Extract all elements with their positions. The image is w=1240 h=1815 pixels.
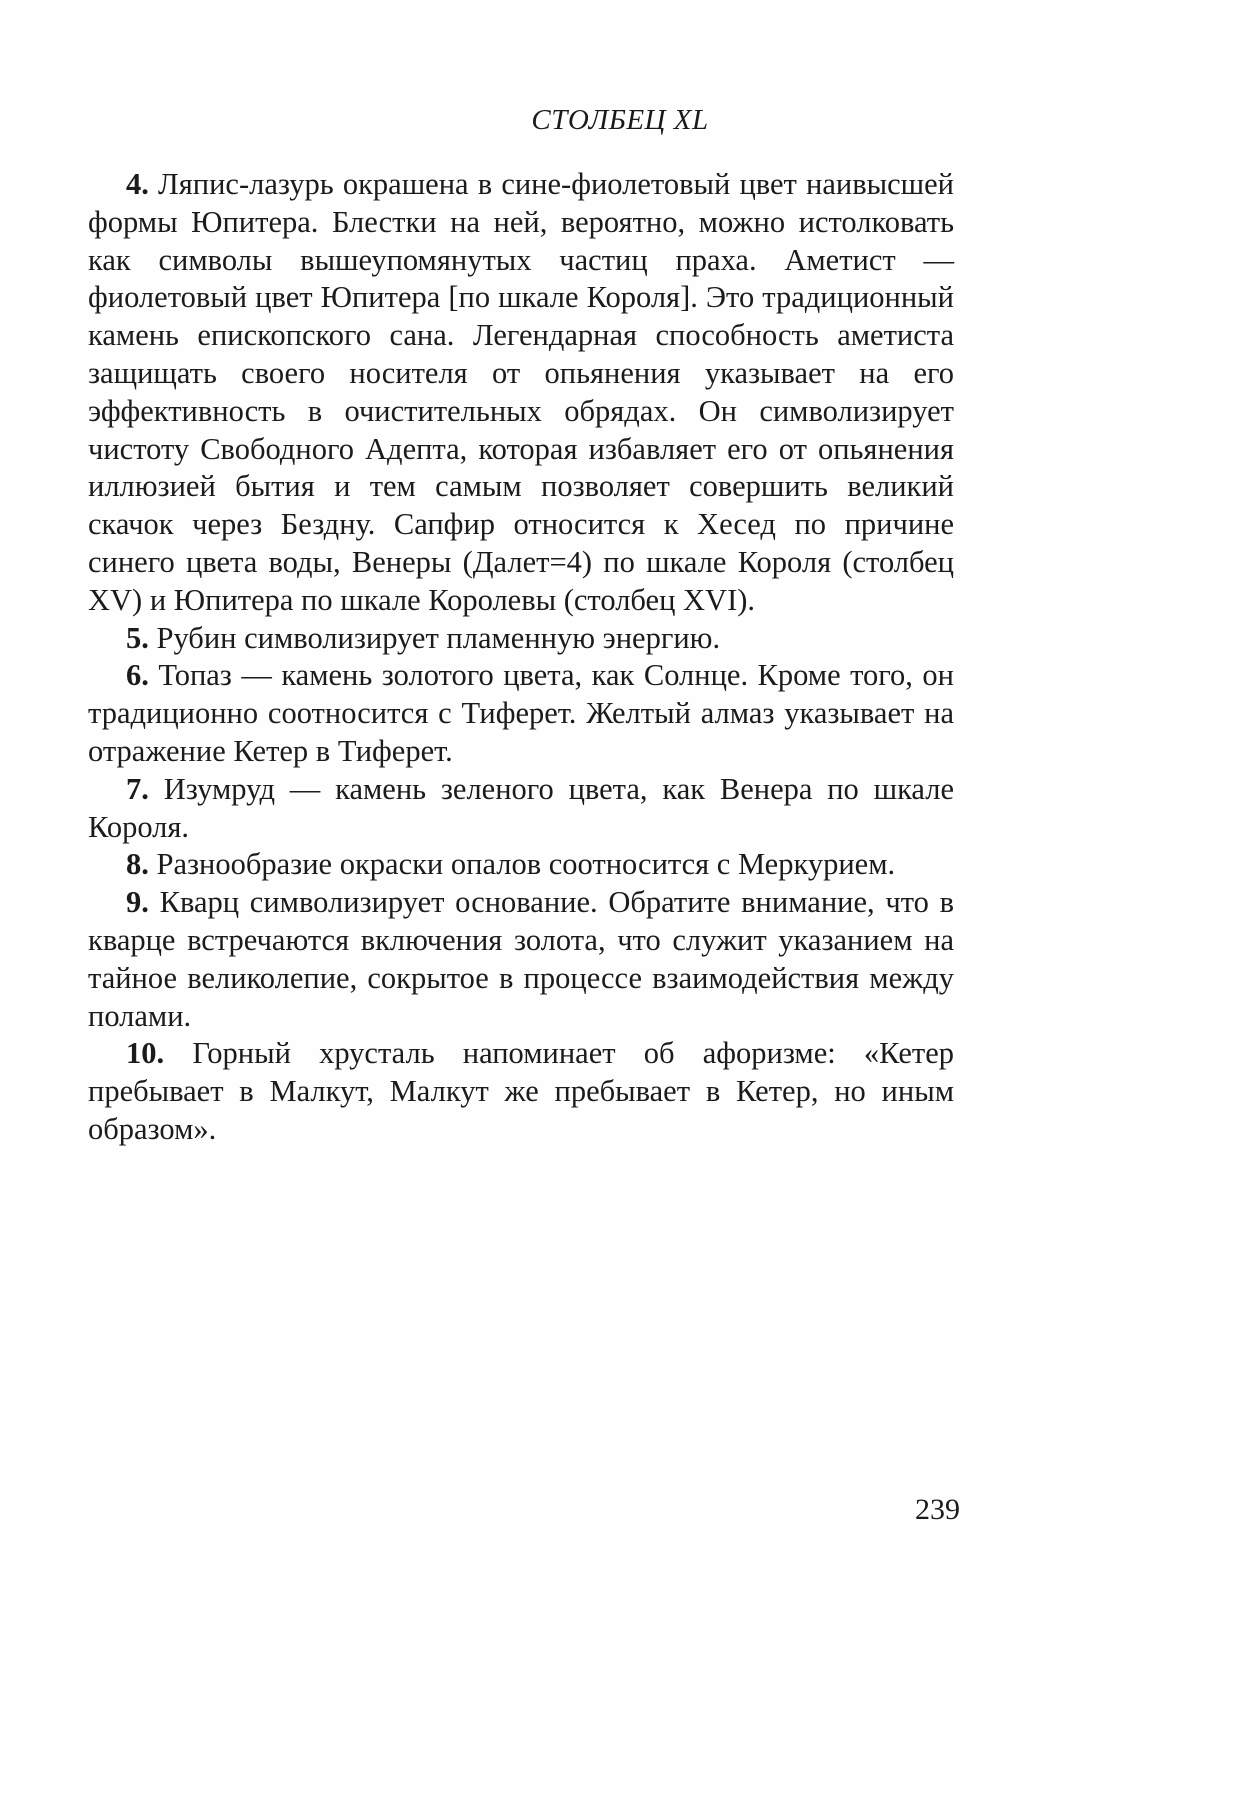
paragraph-text: Изумруд — камень зеленого цвета, как Венера по шкале Короля.: [88, 771, 954, 844]
paragraph-5: [88, 620, 954, 658]
paragraph-4: [88, 166, 954, 620]
body-text: [88, 166, 954, 1149]
paragraph-number: 8.: [126, 847, 149, 882]
paragraph-number: 5.: [126, 620, 149, 655]
running-head: СТОЛБЕЦ XL: [531, 104, 709, 136]
paragraph-text: Ляпис-лазурь окрашена в сине-фиолетовый цвет наивысшей формы Юпитера. Блестки на ней, вероятно, можно истолковать как символы вышеупомянутых частиц праха. Аметист — фиолетовый цвет Юпитера [по шкале Короля]. Это традиционный камень епископского сана. Легендарная способность аметиста защищать своего носителя от опьянения указывает на его эффективность в очистительных обрядах. Он символизирует чистоту Свободного Адепта, которая избавляет его от опьянения иллюзией бытия и тем самым позволяет совершить великий скачок через Бездну. Сапфир относится к Хесед по причине синего цвета воды, Венеры (Далет=4) по шкале Короля (столбец XV) и Юпитера по шкале Королевы (столбец XVI).: [88, 167, 954, 617]
paragraph-8: [88, 846, 954, 884]
paragraph-text: Кварц символизирует основание. Обратите внимание, что в кварце встречаются включения золота, что служит указанием на тайное великолепие, сокрытое в процессе взаимодействия между полами.: [88, 885, 954, 1033]
paragraph-number: 4.: [126, 167, 149, 201]
paragraph-number: 6.: [126, 658, 149, 693]
paragraph-7: [88, 771, 954, 847]
paragraph-text: Разнообразие окраски опалов соотносится с Меркурием.: [156, 847, 896, 882]
paragraph-number: 9.: [126, 885, 149, 920]
page-number: 239: [915, 1493, 960, 1526]
paragraph-text: Горный хрусталь напоминает об афоризме: «Кетер пребывает в Малкут, Малкут же пребывает в Кетер, но иным образом».: [88, 1036, 955, 1146]
paragraph-number: 7.: [126, 771, 149, 806]
paragraph-text: Рубин символизирует пламенную энергию.: [156, 620, 721, 655]
paragraph-6: [88, 657, 954, 770]
paragraph-text: Топаз — камень золотого цвета, как Солнце. Кроме того, он традиционно соотносится с Тиферет. Желтый алмаз указывает на отражение Кетер в Тиферет.: [88, 658, 954, 768]
paragraph-number: 10.: [126, 1036, 165, 1071]
paragraph-9: [88, 884, 954, 1035]
paragraph-10: [88, 1035, 954, 1148]
